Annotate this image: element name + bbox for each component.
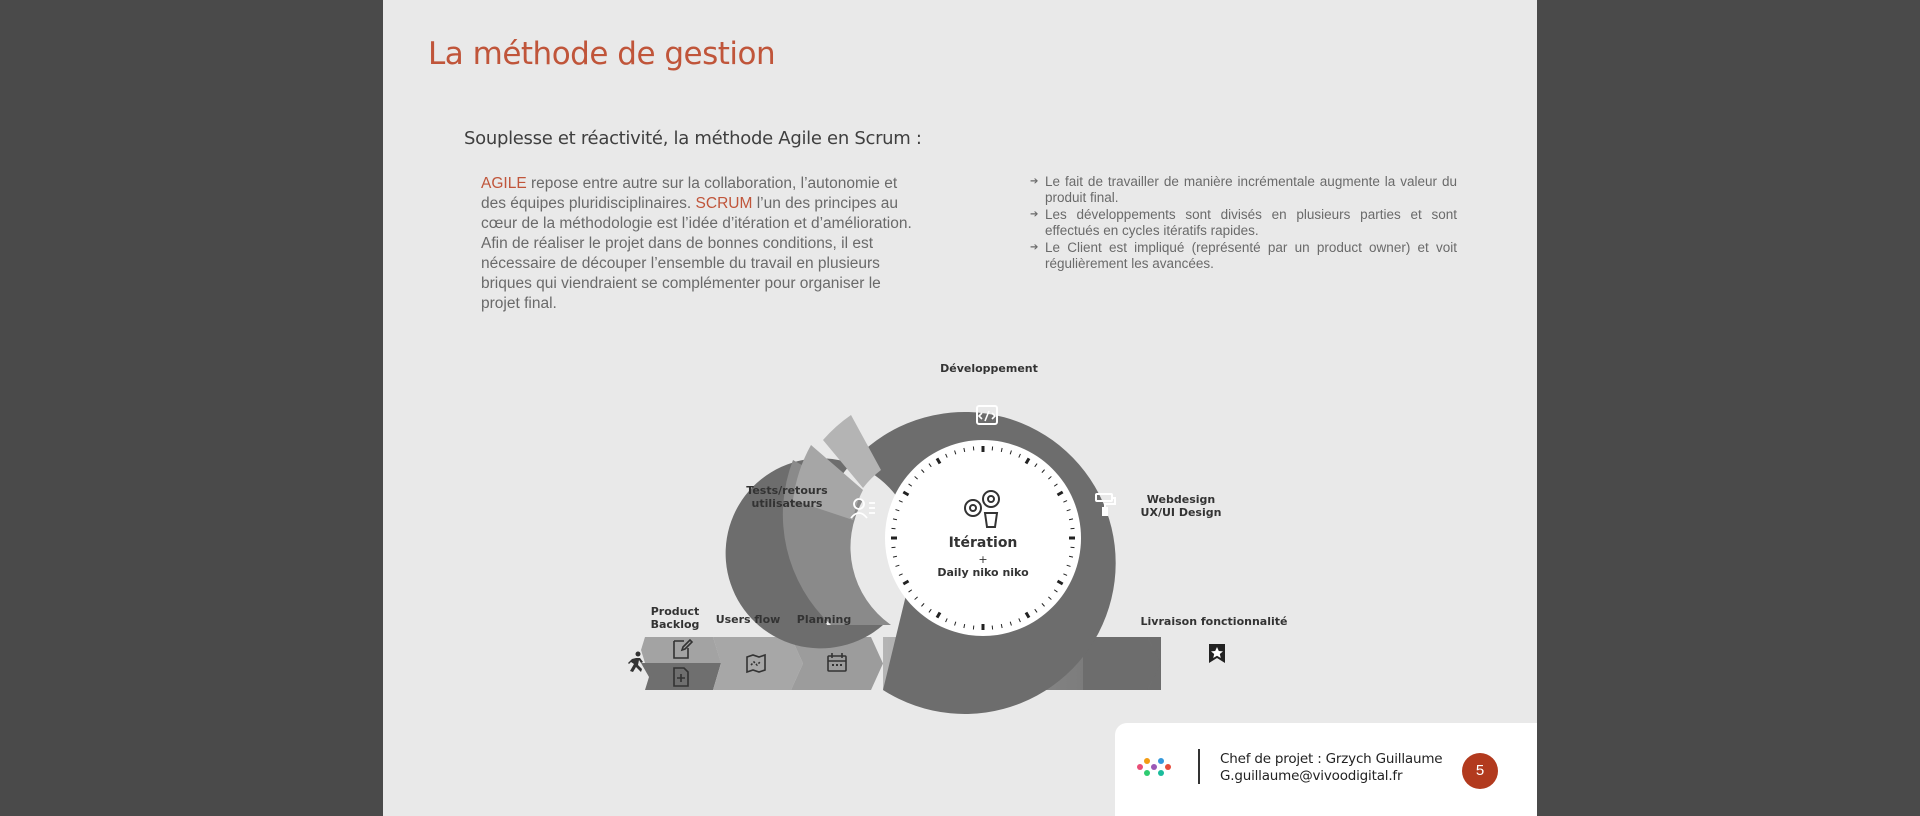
livraison-arrow-head bbox=[1083, 637, 1161, 690]
center-title: Itération bbox=[948, 535, 1018, 551]
agile-description: repose entre autre sur la collaboration, l’autonomie et des équipes pluridisciplinaires. bbox=[481, 175, 898, 212]
slide bbox=[383, 0, 1537, 816]
label-backlog: Backlog bbox=[650, 618, 700, 631]
arrow-bullet-icon: ➔ bbox=[1030, 176, 1039, 187]
page-number-badge: 5 bbox=[1462, 753, 1498, 789]
scrum-diagram bbox=[383, 0, 1537, 816]
label-product: Product bbox=[650, 605, 700, 618]
label-planning: Planning bbox=[796, 613, 852, 626]
slide-subtitle: Souplesse et réactivité, la méthode Agile en Scrum : bbox=[464, 128, 922, 149]
scrum-description: l’un des principes au cœur de la méthodologie est l’idée d’itération et d’amélioration. bbox=[481, 195, 912, 232]
footer-separator bbox=[1198, 749, 1200, 784]
star-bookmark-icon bbox=[1209, 644, 1225, 663]
footer-contact bbox=[1220, 751, 1442, 785]
benefit-text: Le fait de travailler de manière incrémentale augmente la valeur du produit final. bbox=[1045, 174, 1457, 205]
contact-role: Chef de projet : Grzych Guillaume bbox=[1220, 751, 1443, 767]
label-livraison: Livraison fonctionnalité bbox=[1140, 615, 1288, 628]
company-logo bbox=[1134, 753, 1174, 783]
agile-keyword: AGILE bbox=[481, 175, 527, 192]
users-flow-chevron bbox=[713, 637, 803, 690]
slide-title: La méthode de gestion bbox=[428, 36, 776, 72]
label-utilisateurs: utilisateurs bbox=[751, 497, 823, 510]
label-tests: Tests/retours bbox=[746, 484, 828, 497]
label-users-flow: Users flow bbox=[715, 613, 781, 626]
center-subtitle: Daily niko niko bbox=[937, 566, 1029, 579]
contact-email: G.guillaume@vivoodigital.fr bbox=[1220, 768, 1403, 784]
arrow-bullet-icon: ➔ bbox=[1030, 242, 1039, 253]
runner-icon bbox=[628, 652, 643, 673]
benefit-text: Les développements sont divisés en plusieurs parties et sont effectués en cycles itératifs rapides. bbox=[1045, 207, 1457, 238]
benefit-text: Le Client est impliqué (représenté par un product owner) et voit régulièrement les avancées. bbox=[1045, 240, 1457, 271]
center-plus: + bbox=[978, 553, 988, 566]
intro-paragraph-2: Afin de réaliser le projet dans de bonnes conditions, il est nécessaire de découper l’ensemble du travail en plusieurs briques qui viendraient se complémenter pour organiser le projet final. bbox=[481, 235, 881, 312]
label-webdesign: Webdesign bbox=[1146, 493, 1216, 506]
label-developpement: Développement bbox=[940, 362, 1038, 375]
scrum-keyword: SCRUM bbox=[695, 195, 753, 212]
label-uxui: UX/UI Design bbox=[1140, 506, 1222, 519]
arrow-bullet-icon: ➔ bbox=[1030, 209, 1039, 220]
footer-card bbox=[1115, 723, 1537, 816]
